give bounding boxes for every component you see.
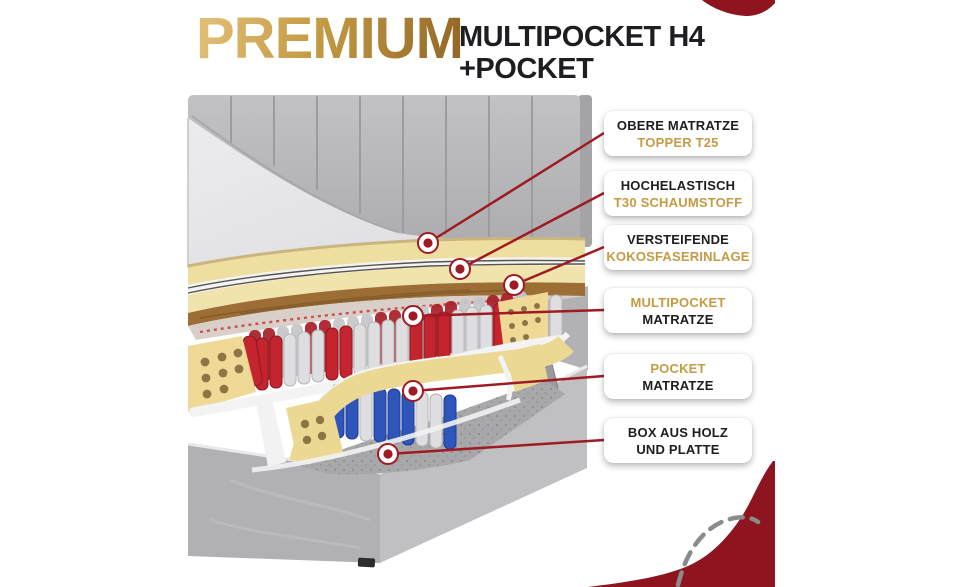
callout-label-pocket [604, 354, 752, 399]
box-foot [358, 558, 375, 568]
callout-text-highlight: KOKOSFASERINLAGE [606, 248, 750, 264]
callout-text: UND PLATTE [636, 441, 720, 457]
callout-text-highlight: T30 SCHAUMSTOFF [613, 194, 743, 210]
callout-label-multipocket [604, 288, 752, 333]
callout-text-highlight: MULTIPOCKET [630, 294, 726, 310]
callout-text: OBERE MATRATZE [616, 117, 740, 133]
callout-text: MATRATZE [642, 311, 714, 327]
bottom-right-red-swoosh [588, 461, 775, 587]
callout-text: BOX AUS HOLZ [627, 424, 729, 440]
product-title-line1: MULTIPOCKET H4 [459, 21, 705, 53]
callout-label-foam [604, 171, 752, 216]
callout-text: MATRATZE [642, 377, 714, 393]
callout-text-highlight: TOPPER T25 [637, 134, 719, 150]
callout-label-box [604, 418, 752, 463]
callout-text-highlight: POCKET [650, 360, 706, 376]
product-title-line2: +POCKET [459, 53, 594, 85]
callout-text: HOCHELASTISCH [620, 177, 736, 193]
callout-label-coco [604, 225, 752, 270]
brand-title: PREMIUM [196, 6, 463, 71]
top-right-red-ribbon [702, 0, 775, 16]
callout-text: VERSTEIFENDE [626, 231, 730, 247]
callout-label-topper [604, 111, 752, 156]
